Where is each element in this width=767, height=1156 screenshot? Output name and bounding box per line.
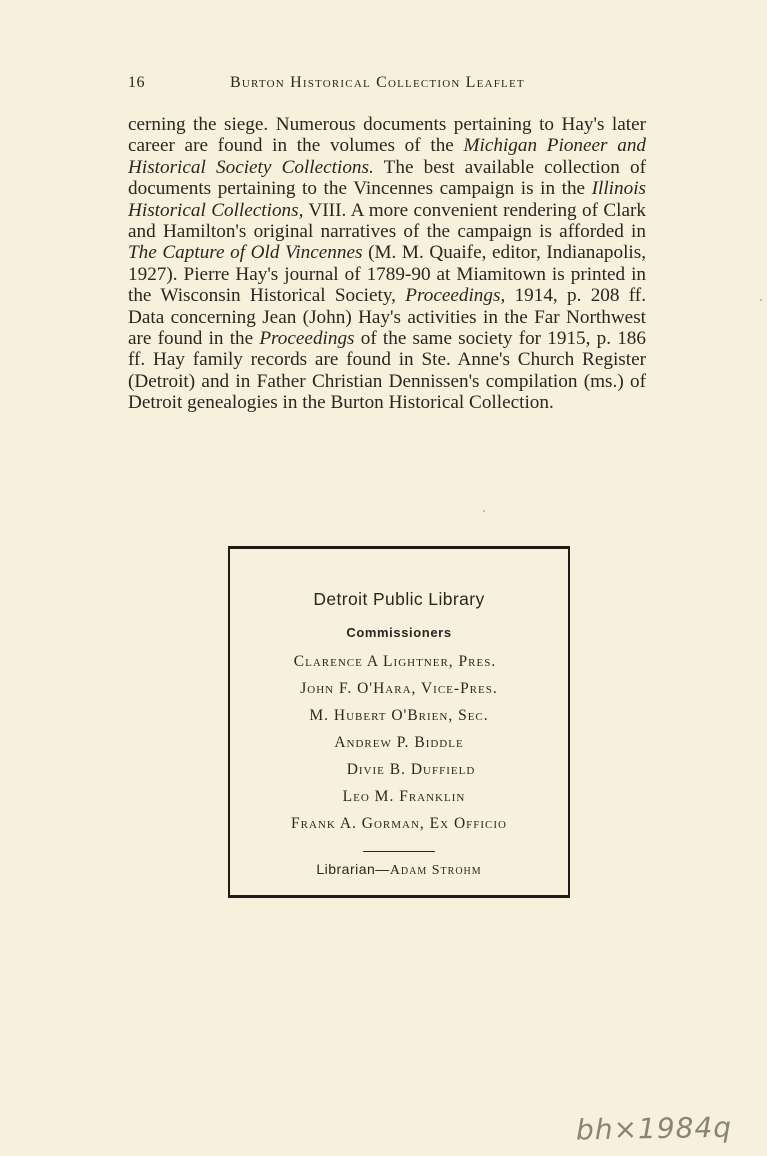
commissioner-line: Frank A. Gorman, Ex Officio [291,815,507,832]
commissioner-line: John F. O'Hara, Vice-Pres. [300,680,498,697]
commissioner-line: Clarence A Lightner, Pres. [293,653,497,670]
body-text-segment: VIII. A more convenient rendering of Clark and Hamilton's original narratives of the campaign is afforded in [128,199,646,243]
italic-title: Michigan Pioneer and Historical Society Collections. [128,135,647,178]
box-subtitle: Commissioners [346,625,452,640]
body-text-segment: cerning the siege. Numerous documents pertaining to Hay's later career are found in the volumes of the [128,114,646,157]
divider-rule [363,851,435,852]
italic-title: Illinois Historical Collections, [128,178,646,221]
running-head: Burton Historical Collection Leaflet [230,74,525,91]
librarian-line [230,861,568,879]
italic-title: The Capture of Old Vincennes [128,242,363,264]
italic-title: Proceedings [259,328,355,350]
librarian-label: Librarian— [316,861,390,877]
librarian-name: Adam Strohm [389,863,482,878]
commissioner-line: Divie B. Duffield [346,761,476,778]
box-title: Detroit Public Library [313,589,485,609]
page-number: 16 [128,74,145,91]
paper-speck [483,510,485,512]
commissioner-line: M. Hubert O'Brien, Sec. [309,707,489,724]
commissioner-line: Andrew P. Biddle [334,734,464,751]
body-text-segment: of the same society for 1915, p. 186 ff. Hay family records are found in Ste. Anne's Church Register (Detroit) and in Father Christian Dennissen's compilation (ms.) of Detroit genealogies in the Burton Historical Collection. [128,328,646,414]
body-text-segment: 1914, p. 208 ff. Data concerning Jean (John) Hay's activities in the Far Northwest are found in the [128,285,646,350]
italic-title: Proceedings, [405,285,506,307]
body-paragraph [128,114,646,414]
body-text-segment: (M. M. Quaife, editor, Indianapolis, 1927). Pierre Hay's journal of 1789-90 at Miamitown is printed in the Wisconsin Historical Society, [128,242,646,307]
commissioner-line: Leo M. Franklin [342,788,466,805]
paper-speck [760,299,762,301]
body-text-segment: The best available collection of documents pertaining to the Vincennes campaign is in the [128,156,646,200]
library-commissioners-box [228,546,570,898]
handwritten-call-number: bh×1984q [575,1110,733,1147]
